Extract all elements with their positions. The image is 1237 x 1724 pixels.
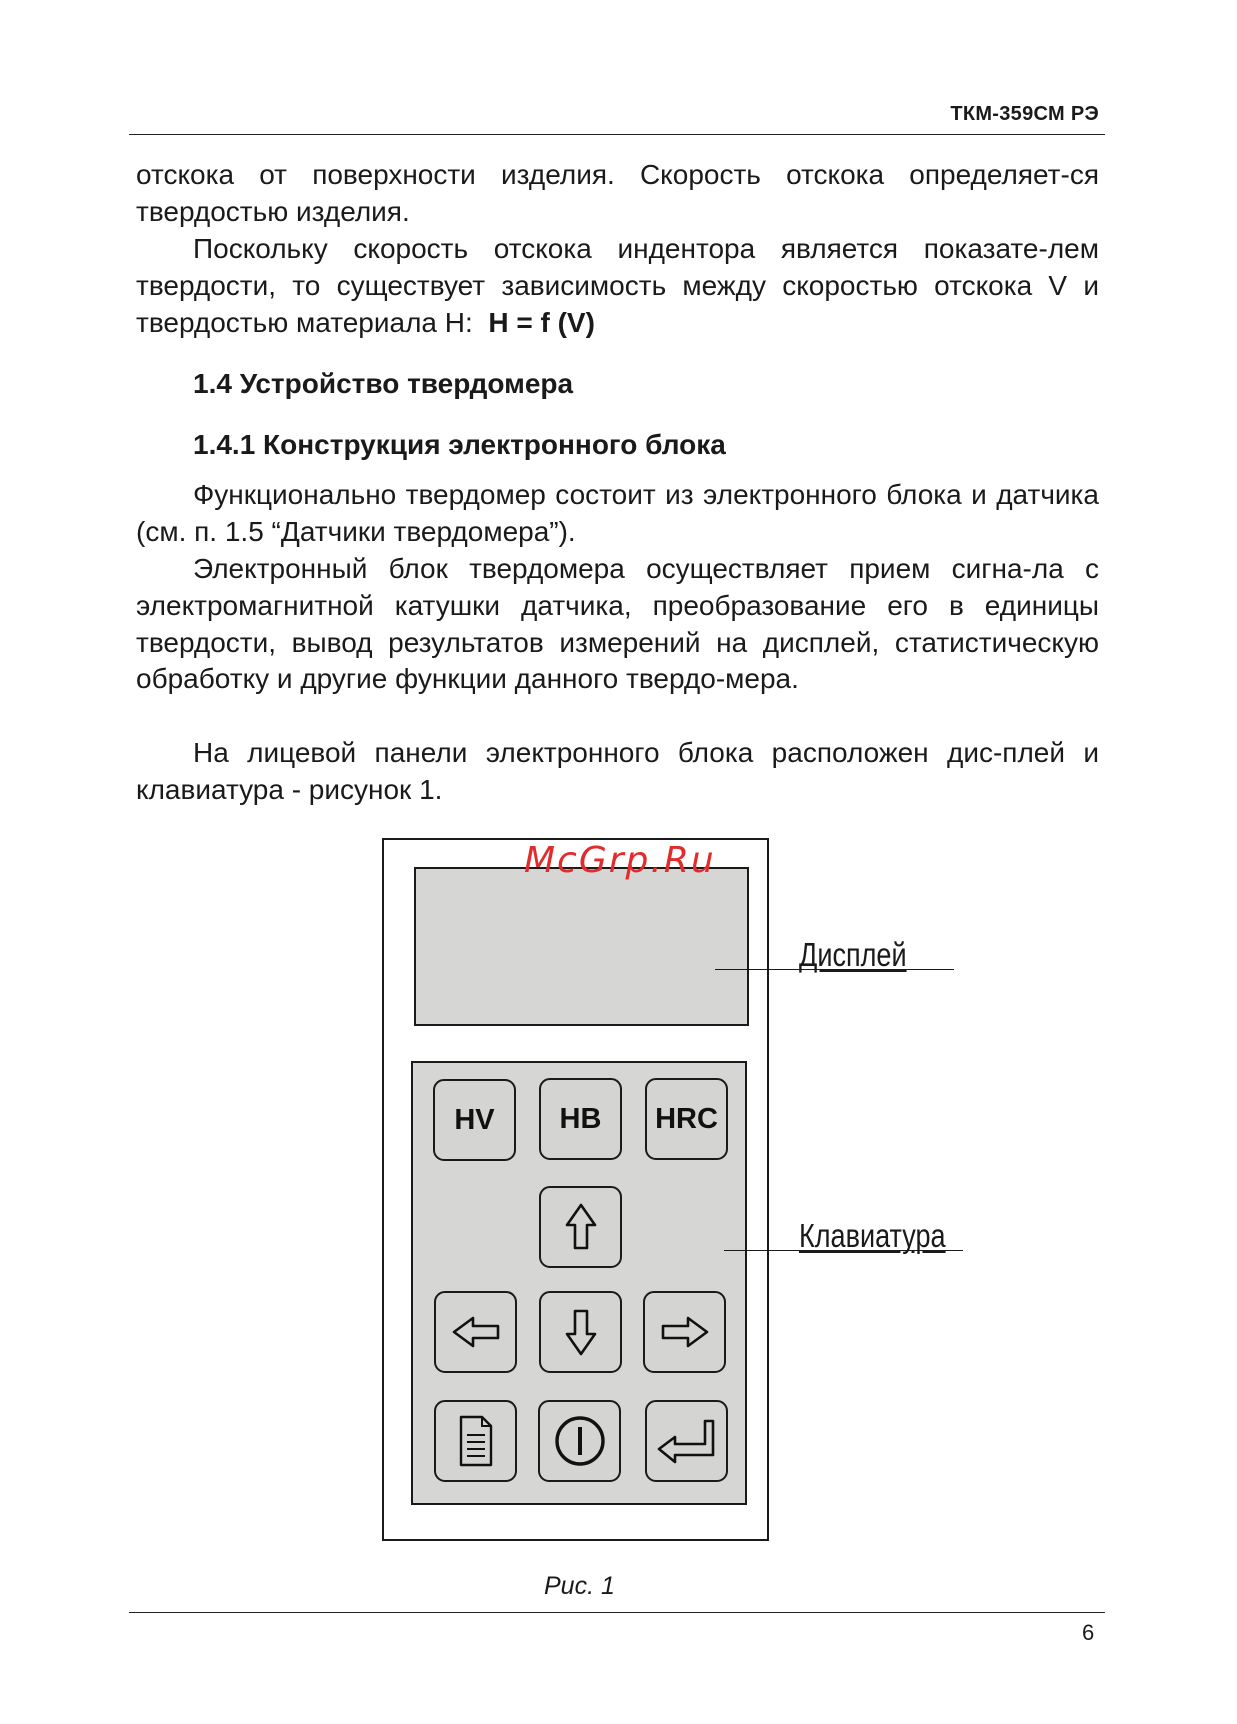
key-hrc: HRC [645, 1078, 728, 1160]
document-header-title: ТКМ-359СМ РЭ [950, 103, 1099, 125]
key-hv: HV [433, 1079, 516, 1161]
paragraph-functional: Функционально твердомер состоит из электронного блока и датчика (см. п. 1.5 “Датчики твердомера”). [136, 479, 1099, 547]
paragraph-hardness-dependency-text: Поскольку скорость отскока индентора является показате-лем твердости, то существует зависимость между скоростью отскока V и твердостью материала H: [136, 233, 1099, 338]
arrow-right-icon [659, 1312, 711, 1352]
key-document [434, 1400, 517, 1482]
figure-caption: Рис. 1 [544, 1572, 615, 1600]
watermark: McGrp.Ru [524, 840, 716, 881]
key-left [434, 1291, 517, 1373]
paragraph-electronic-unit: Электронный блок твердомера осуществляет прием сигна-ла с электромагнитной катушки датчика, преобразование его в единицы твердости, вывод результатов измерений на дисплей, статистическую обработку и другие функции данного твердо-мера. [136, 553, 1099, 695]
power-icon [552, 1413, 608, 1469]
keypad-callout-label: Клавиатура [799, 1217, 946, 1254]
enter-icon [655, 1415, 719, 1467]
arrow-up-icon [561, 1201, 601, 1253]
section-heading-1-4: 1.4 Устройство твердомера [193, 368, 574, 399]
arrow-left-icon [450, 1312, 502, 1352]
header-rule [129, 134, 1105, 135]
key-enter [645, 1400, 728, 1482]
page-number: 6 [1082, 1620, 1095, 1645]
arrow-down-icon [561, 1306, 601, 1358]
key-down [539, 1291, 622, 1373]
footer-rule [129, 1612, 1105, 1613]
device-display [414, 867, 749, 1026]
paragraph-hardness-dependency [136, 231, 1099, 341]
paragraph-rebound: отскока от поверхности изделия. Скорость отскока определяет-ся твердостью изделия. [136, 159, 1099, 227]
key-up [539, 1186, 622, 1268]
key-hb: HB [539, 1078, 622, 1160]
key-right [643, 1291, 726, 1373]
section-heading-1-4-1: 1.4.1 Конструкция электронного блока [193, 429, 726, 460]
display-callout-label: Дисплей [799, 936, 907, 973]
document-icon [456, 1413, 496, 1469]
formula: H = f (V) [488, 306, 595, 338]
key-power [538, 1400, 621, 1482]
paragraph-front-panel: На лицевой панели электронного блока расположен дис-плей и клавиатура - рисунок 1. [136, 737, 1099, 805]
